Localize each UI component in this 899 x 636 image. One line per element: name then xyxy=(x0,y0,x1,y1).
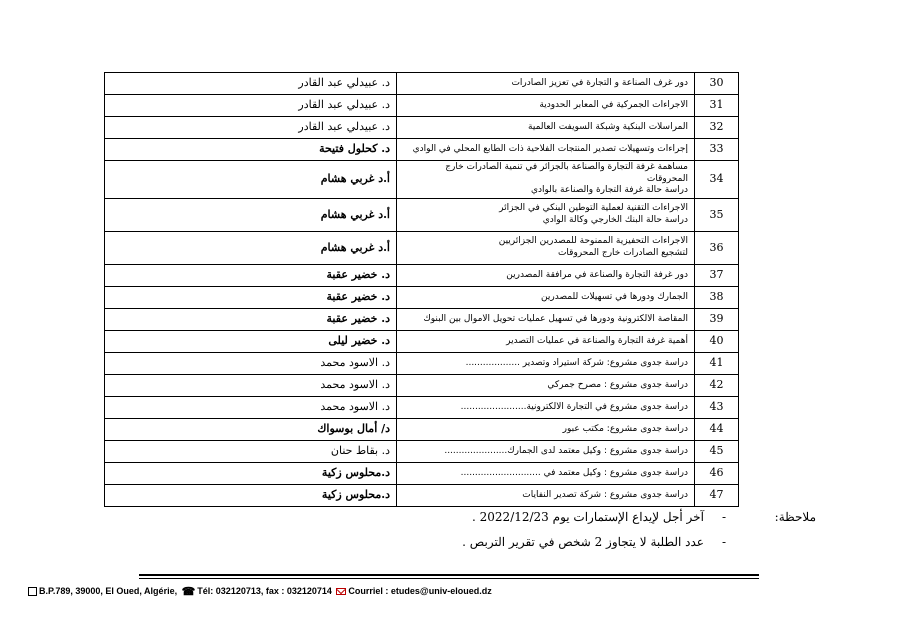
topic-line: لتشجيع الصادرات خارج المحروقات xyxy=(557,248,688,259)
row-number: 41 xyxy=(695,353,739,375)
supervisor-cell xyxy=(105,463,397,485)
table-row xyxy=(105,161,739,199)
supervisor-name: د. خضير ليلى xyxy=(328,334,390,348)
row-number: 44 xyxy=(695,419,739,441)
supervisor-cell xyxy=(105,419,397,441)
supervisor-cell xyxy=(105,117,397,139)
topic-line: دور غرفة التجارة والصناعة في مرافقة المصدرين xyxy=(506,269,688,280)
topic-line: إجراءات وتسهيلات تصدير المنتجات الفلاحية ذات الطابع المحلي في الوادي xyxy=(412,143,688,154)
row-number: 42 xyxy=(695,375,739,397)
supervisor-cell xyxy=(105,232,397,265)
supervisor-name: د.محلوس زكية xyxy=(321,488,390,502)
footer-phone: Tél: 032120713, fax : 032120714 xyxy=(197,585,332,596)
topic-cell xyxy=(397,265,695,287)
topic-line: مساهمة غرفة التجارة والصناعة بالجزائر في تنمية الصادرات خارج المحروقات xyxy=(445,162,688,184)
table-row xyxy=(105,199,739,232)
note-dash: - xyxy=(721,535,726,549)
supervisor-name: د. بقاط حنان xyxy=(330,444,390,458)
row-number: 43 xyxy=(695,397,739,419)
mailbox-icon xyxy=(28,587,37,596)
row-number: 39 xyxy=(695,309,739,331)
table-row xyxy=(105,309,739,331)
row-number: 35 xyxy=(695,199,739,232)
topic-cell xyxy=(397,331,695,353)
topic-cell xyxy=(397,353,695,375)
supervisor-cell xyxy=(105,199,397,232)
note-label: ملاحظة: xyxy=(774,510,816,524)
supervisor-name: د. الاسود محمد xyxy=(320,400,390,414)
footer-address: B.P.789, 39000, El Oued, Algérie, xyxy=(39,585,178,596)
supervisor-name: أ.د غربي هشام xyxy=(320,172,390,186)
topic-line: الاجراءات التقنية لعملية التوطين البنكي في الجزائر xyxy=(499,203,688,214)
table-row xyxy=(105,287,739,309)
topic-line: دراسة حالة البنك الخارجي وكالة الوادي xyxy=(542,215,688,226)
topic-line: دراسة جدوى مشروع : وكيل معتمد في ............................ xyxy=(460,467,688,478)
footer-rule-thick xyxy=(139,574,759,576)
row-number: 37 xyxy=(695,265,739,287)
topic-cell xyxy=(397,139,695,161)
supervisor-name: د. كحلول فتيحة xyxy=(319,142,390,156)
supervisor-name: د.محلوس زكية xyxy=(321,466,390,480)
supervisor-cell xyxy=(105,161,397,199)
row-number: 36 xyxy=(695,232,739,265)
note-dash: - xyxy=(721,510,726,524)
topic-cell xyxy=(397,199,695,232)
table-row xyxy=(105,397,739,419)
supervisor-cell xyxy=(105,397,397,419)
topic-line: دراسة حالة غرفة التجارة والصناعة بالوادي xyxy=(530,185,688,196)
supervisor-cell xyxy=(105,265,397,287)
supervisor-name: د. خضير عقبة xyxy=(326,268,390,282)
note-students-text: عدد الطلبة لا يتجاوز 2 شخص في تقرير التربص . xyxy=(462,535,704,549)
table-row xyxy=(105,441,739,463)
table-row xyxy=(105,353,739,375)
row-number: 31 xyxy=(695,95,739,117)
envelope-icon xyxy=(336,588,346,595)
topic-cell xyxy=(397,232,695,265)
row-number: 30 xyxy=(695,73,739,95)
supervisor-name: د. عبيدلي عبد القادر xyxy=(298,76,390,90)
topic-cell xyxy=(397,287,695,309)
topic-cell xyxy=(397,161,695,199)
topic-line: المقاصة الالكترونية ودورها في تسهيل عمليات تحويل الاموال بين البنوك xyxy=(423,313,688,324)
topic-line: دراسة جدوى مشروع : وكيل معتمد لدى الجمارك...................... xyxy=(444,445,688,456)
topic-cell xyxy=(397,419,695,441)
topic-line: الجمارك ودورها في تسهيلات للمصدرين xyxy=(541,291,688,302)
topic-cell xyxy=(397,397,695,419)
supervisor-cell xyxy=(105,331,397,353)
supervisor-name: د. عبيدلي عبد القادر xyxy=(298,98,390,112)
row-number: 47 xyxy=(695,485,739,507)
topic-cell xyxy=(397,485,695,507)
table-row xyxy=(105,485,739,507)
table-row xyxy=(105,73,739,95)
table-row xyxy=(105,375,739,397)
table-row xyxy=(105,419,739,441)
supervisor-name: أ.د غربي هشام xyxy=(320,207,390,221)
topics-table-body xyxy=(105,73,739,507)
topic-line: أهمية غرفة التجارة والصناعة في عمليات التصدير xyxy=(506,335,688,346)
topic-line: دراسة جدوى مشروع : مصرح جمركي xyxy=(547,379,688,390)
supervisor-name: د. الاسود محمد xyxy=(320,378,390,392)
topic-cell xyxy=(397,73,695,95)
supervisor-cell xyxy=(105,375,397,397)
topic-cell xyxy=(397,441,695,463)
phone-icon: ☎ xyxy=(181,586,196,598)
table-row xyxy=(105,232,739,265)
row-number: 38 xyxy=(695,287,739,309)
topic-cell xyxy=(397,309,695,331)
row-number: 34 xyxy=(695,161,739,199)
row-number: 33 xyxy=(695,139,739,161)
topic-cell xyxy=(397,463,695,485)
supervisor-cell xyxy=(105,95,397,117)
supervisor-cell xyxy=(105,485,397,507)
topic-cell xyxy=(397,375,695,397)
footer-rule-thin xyxy=(139,578,759,579)
topic-cell xyxy=(397,95,695,117)
topic-line: المراسلات البنكية وشبكة السويفت العالمية xyxy=(528,121,688,132)
table-row xyxy=(105,331,739,353)
topic-line: دراسة جدوى مشروع : شركة تصدير النفايات xyxy=(522,489,688,500)
supervisor-cell xyxy=(105,73,397,95)
supervisor-cell xyxy=(105,441,397,463)
supervisor-cell xyxy=(105,353,397,375)
table-row xyxy=(105,95,739,117)
topic-line: دراسة جدوى مشروع: شركة استيراد وتصدير ................... xyxy=(465,357,688,368)
supervisor-name: د/ أمال بوسواك xyxy=(317,422,390,436)
row-number: 46 xyxy=(695,463,739,485)
supervisor-name: د. خضير عقبة xyxy=(326,312,390,326)
topic-line: دور غرف الصناعة و التجارة في تعزيز الصادرات xyxy=(511,77,688,88)
supervisor-name: د. عبيدلي عبد القادر xyxy=(298,120,390,134)
table-row xyxy=(105,139,739,161)
topics-table xyxy=(104,72,739,507)
table-row xyxy=(105,117,739,139)
note-students xyxy=(462,535,726,549)
table-row xyxy=(105,265,739,287)
note-deadline-text: آخر أجل لإيداع الإستمارات يوم 2022/12/23 . xyxy=(472,510,704,524)
topic-line: الاجراءات التحفيزية الممنوحة للمصدرين الجزائريين xyxy=(498,236,688,247)
topic-line: دراسة جدوى مشروع: مكتب عبور xyxy=(562,423,688,434)
supervisor-name: أ.د غربي هشام xyxy=(320,240,390,254)
row-number: 32 xyxy=(695,117,739,139)
row-number: 45 xyxy=(695,441,739,463)
note-deadline xyxy=(472,510,726,524)
supervisor-cell xyxy=(105,139,397,161)
topic-cell xyxy=(397,117,695,139)
supervisor-cell xyxy=(105,309,397,331)
supervisor-name: د. خضير عقبة xyxy=(326,290,390,304)
row-number: 40 xyxy=(695,331,739,353)
footer-email: Courriel : etudes@univ-eloued.dz xyxy=(348,585,492,596)
supervisor-name: د. الاسود محمد xyxy=(320,356,390,370)
table-row xyxy=(105,463,739,485)
topic-line: دراسة جدوى مشروع في التجارة الالكترونية....................... xyxy=(460,401,688,412)
topic-line: الاجراءات الجمركية في المعابر الحدودية xyxy=(539,99,688,110)
supervisor-cell xyxy=(105,287,397,309)
footer-contact xyxy=(26,585,626,598)
